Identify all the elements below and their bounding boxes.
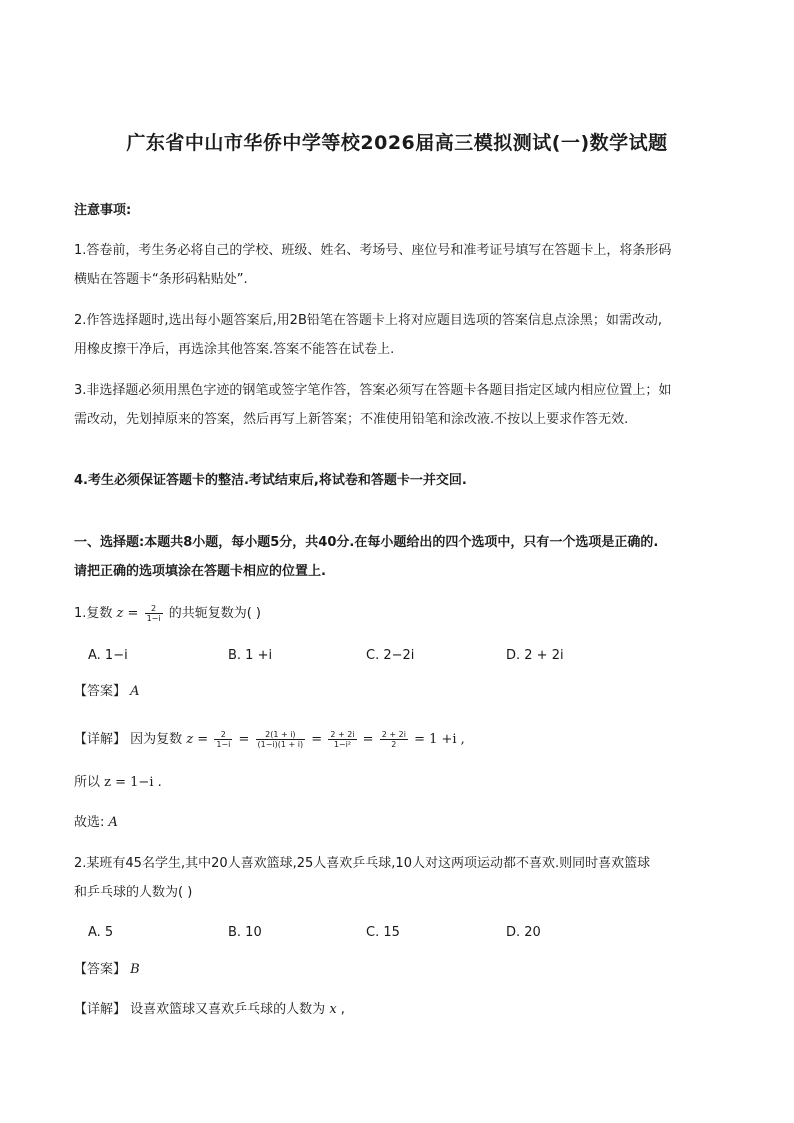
notice-3-line-2: 需改动，先划掉原来的答案，然后再写上新答案；不准使用铅笔和涂改液.不按以上要求作答无效. [74,412,629,427]
q1-so-suffix: . [157,775,162,790]
q1-detail-frac-4-den: 2 [391,740,397,749]
q1-detail-frac-1 [214,730,232,749]
q2-option-c: C. 15 [366,925,400,940]
q2-option-d: D. 20 [506,925,541,940]
q2-answer-label: 【答案】 [74,962,127,977]
q1-option-d: D. 2 + 2i [506,648,564,663]
q2-detail-text: 设喜欢篮球又喜欢乒乓球的人数为 [130,1002,326,1017]
q1-z: z = [116,606,139,621]
q1-frac-num: 2 [145,604,163,614]
notice-2-line-1: 2.作答选择题时,选出每小题答案后,用2B铅笔在答题卡上将对应题目选项的答案信息点涂黑；如需改动, [74,313,662,328]
question-2-stem-line-1: 2.某班有45名学生,其中20人喜欢篮球,25人喜欢乒乓球,10人对这两项运动都不喜欢.则同时喜欢篮球 [74,856,651,871]
question-2-stem-line-2: 和乒乓球的人数为( ) [74,885,193,900]
q2-answer [74,961,724,979]
q1-detail-text: 因为复数 [130,732,183,747]
q2-detail-end: , [340,1002,345,1017]
q1-detail-eq-2: = [311,732,323,747]
q1-suffix: 的共轭复数为( ) [168,606,261,621]
q1-answer-label: 【答案】 [74,684,127,699]
notice-2-line-2: 用橡皮擦干净后，再选涂其他答案.答案不能答在试卷上. [74,342,395,357]
q1-detail-eq-3: = [362,732,374,747]
q1-option-b: B. 1 +i [228,648,273,663]
q1-choose-value: A [108,815,118,830]
q1-answer-value: A [130,684,140,699]
q1-detail-end: = 1 +i , [414,732,465,747]
notice-heading: 注意事项: [74,203,132,218]
q2-detail-label: 【详解】 [74,1002,127,1017]
q1-detail [74,728,724,752]
section-heading-line-1: 一、选择题:本题共8小题，每小题5分，共40分.在每小题给出的四个选项中，只有一个选项是正确的. [74,535,659,550]
q2-option-a: A. 5 [88,925,114,940]
q1-detail-frac-2 [256,730,306,749]
q1-detail-frac-3-num: 2 + 2i [330,730,355,739]
q1-detail-frac-2-den: (1−i)(1 + i) [257,740,304,749]
q1-detail-frac-4 [380,730,408,749]
q1-detail-frac-3 [328,730,356,749]
q1-detail-eq-1: = [238,732,250,747]
section-heading-line-2: 请把正确的选项填涂在答题卡相应的位置上. [74,564,326,579]
notice-1-line-2: 横贴在答题卡“条形码粘贴处”. [74,272,248,287]
q2-detail [74,1001,724,1019]
q1-detail-label: 【详解】 [74,732,127,747]
q1-detail-frac-1-den: 1−i [216,740,231,749]
notice-1-line-1: 1.答卷前，考生务必将自己的学校、班级、姓名、考场号、座位号和准考证号填写在答题卡上，将条形码 [74,243,672,258]
q2-option-b: B. 10 [228,925,262,940]
question-1-stem [74,604,724,623]
q1-frac-den: 1−i [146,614,161,623]
q1-detail-frac-3-den: 1−i² [333,740,352,749]
q1-fraction [145,604,163,623]
page-title: 广东省中山市华侨中学等校2026届高三模拟测试(一)数学试题 [126,132,668,154]
q1-detail-frac-1-num: 2 [214,730,232,740]
q1-option-c: C. 2−2i [366,648,415,663]
q1-detail-z: z = [186,732,209,747]
q1-choose-prefix: 故选: [74,815,105,830]
q1-detail-frac-2-num: 2(1 + i) [256,730,306,740]
q1-so-prefix: 所以 [74,775,101,790]
q1-prefix: 1.复数 [74,606,113,621]
q2-detail-var: x [329,1002,337,1017]
q1-option-a: A. 1−i [88,648,128,663]
q1-detail-frac-4-num: 2 + 2i [381,730,406,739]
q1-conclusion [74,774,724,792]
notice-4-line-1: 4.考生必须保证答题卡的整洁.考试结束后,将试卷和答题卡一并交回. [74,473,467,488]
q1-answer [74,683,724,701]
q1-so-math: z = 1−i [104,775,154,790]
notice-3-line-1: 3.非选择题必须用黑色字迹的钢笔或签字笔作答，答案必须写在答题卡各题目指定区域内相应位置上；如 [74,383,672,398]
q2-answer-value: B [130,962,140,977]
q1-choose [74,814,724,832]
